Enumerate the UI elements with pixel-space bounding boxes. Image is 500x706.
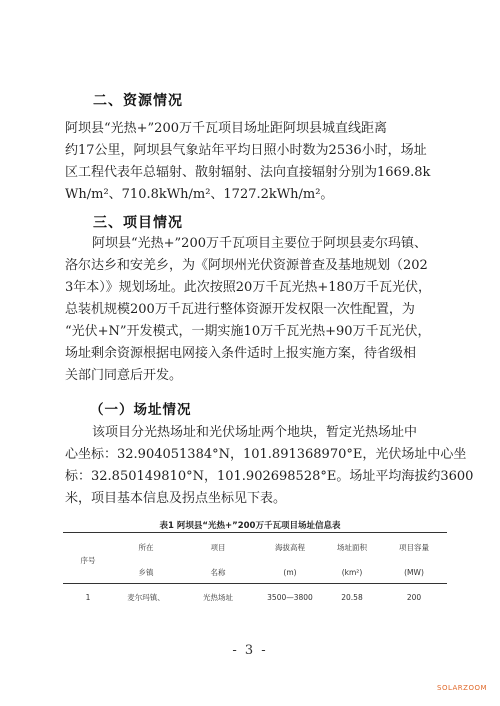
table-cell: 光热场址 (203, 592, 233, 602)
project-paragraph (65, 233, 445, 387)
table-header-cell: 名称 (210, 567, 226, 577)
table-cell: 200 (406, 592, 422, 602)
paragraph-line: 区工程代表年总辐射、散射辐射、法向直接辐射分别为1669.8k (65, 165, 431, 180)
table-header-cell: (km²) (341, 567, 363, 577)
paragraph-line: 心坐标：32.904051384°N，101.891368970°E，光伏场址中心坐 (65, 447, 467, 462)
table-header-cell: (MW) (404, 567, 424, 577)
paragraph-line: 洛尔达乡和安羌乡，为《阿坝州光伏资源普查及基地规划（202 (65, 258, 428, 273)
paragraph-line: 阿坝县“光热+”200万千瓦项目场址距阿坝县城直线距离 (65, 121, 387, 136)
section-heading-project: 三、项目情况 (93, 215, 183, 231)
page-number: - 3 - (232, 643, 268, 658)
section-heading-resources: 二、资源情况 (93, 93, 183, 109)
subsection-heading-site: （一）场址情况 (90, 402, 192, 418)
site-info-table (63, 532, 447, 610)
table-header-cell: 场址面积 (337, 542, 367, 552)
table-cell: 3500—3800 (267, 592, 313, 602)
paragraph-line: 米，项目基本信息及拐点坐标见下表。 (65, 491, 287, 506)
table-header-cell: 序号 (80, 555, 96, 565)
table-header-cell: 海拔高程 (275, 542, 305, 552)
resources-paragraph (65, 118, 445, 206)
table-header-cell: (m) (283, 567, 297, 577)
paragraph-line: 阿坝县“光热+”200万千瓦项目主要位于阿坝县麦尔玛镇、 (92, 236, 427, 251)
paragraph-line: 3年本）》规划场址。此次按照20万千瓦光热+180万千瓦光伏， (65, 280, 432, 295)
paragraph-line: Wh/m²、710.8kWh/m²、1727.2kWh/m²。 (65, 187, 334, 202)
table-cell: 1 (85, 592, 91, 602)
paragraph-line: 总装机规模200万千瓦进行整体资源开发权限一次性配置，为 (65, 302, 415, 317)
table-header-cell: 所在 (138, 542, 154, 552)
paragraph-line: 场址剩余资源根据电网接入条件适时上报实施方案，待省级相 (65, 346, 417, 361)
site-paragraph (65, 422, 474, 510)
table-cell: 麦尔玛镇、 (127, 592, 165, 602)
watermark-logo: SOLARZOOM (437, 684, 488, 692)
table-header-cell: 项目 (210, 542, 226, 552)
table-header-cell: 乡镇 (138, 567, 154, 577)
table-caption: 表1 阿坝县“光热+”200万千瓦项目场址信息表 (159, 521, 341, 531)
table-row (63, 584, 447, 611)
paragraph-line: “光伏+N”开发模式，一期实施10万千瓦光热+90万千瓦光伏， (65, 324, 431, 339)
paragraph-line: 标：32.850149810°N，101.902698528°E。场址平均海拔约3600 (65, 469, 474, 484)
table-header-cell: 项目容量 (399, 542, 429, 552)
table-cell: 20.58 (341, 592, 363, 602)
paragraph-line: 约17公里，阿坝县气象站年平均日照小时数为2536小时，场址 (65, 143, 427, 158)
paragraph-line: 该项目分光热场址和光伏场址两个地块，暂定光热场址中 (92, 425, 418, 440)
paragraph-line: 关部门同意后开发。 (65, 368, 183, 383)
